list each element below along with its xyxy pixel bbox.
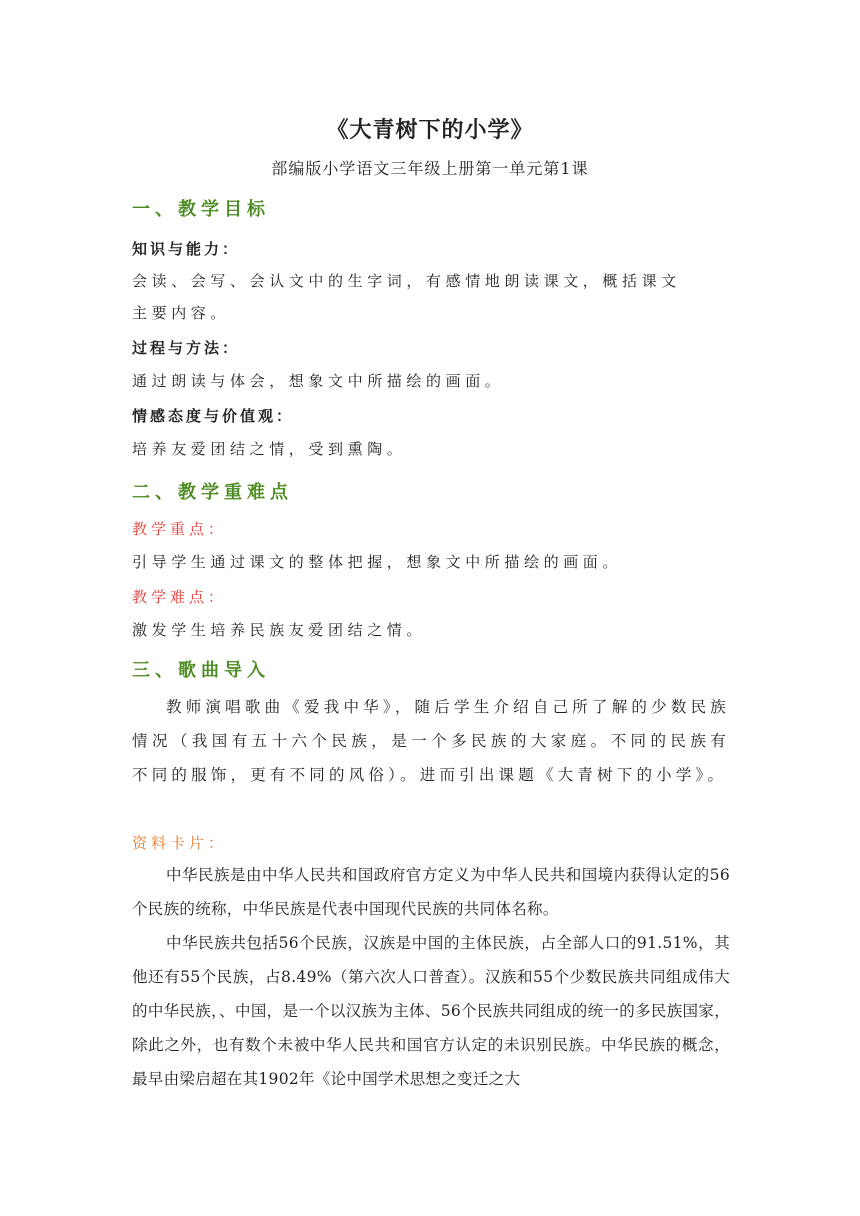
label-process: 过程与方法： <box>132 339 241 357</box>
label-difficult-point: 教学难点： <box>132 588 228 606</box>
section-heading-song-intro: 三、歌曲导入 <box>132 660 270 681</box>
page-subtitle: 部编版小学语文三年级上册第一单元第1课 <box>271 159 589 178</box>
knowledge-text-line1: 会读、会写、会认文中的生字词，有感情地朗读课文，概括课文 <box>132 272 681 290</box>
label-emotion: 情感态度与价值观： <box>132 407 295 425</box>
difficult-point-text: 激发学生培养民族友爱团结之情。 <box>132 621 427 639</box>
key-point-text: 引导学生通过课文的整体把握，想象文中所描绘的画面。 <box>132 553 623 571</box>
process-text: 通过朗读与体会，想象文中所描绘的画面。 <box>132 372 505 390</box>
label-info-card: 资料卡片： <box>132 834 228 852</box>
section-heading-key-points: 二、教学重难点 <box>132 482 293 503</box>
label-knowledge: 知识与能力： <box>132 240 241 258</box>
emotion-text: 培养友爱团结之情，受到熏陶。 <box>132 440 407 458</box>
knowledge-text-line2: 主要内容。 <box>132 304 231 322</box>
section-heading-goals: 一、教学目标 <box>132 199 270 220</box>
info-card-paragraph1: 中华民族是由中华人民共和国政府官方定义为中华人民共和国境内获得认定的56个民族的统称，中华民族是代表中国现代民族的共同体名称。 <box>132 866 730 918</box>
info-card-paragraph2: 中华民族共包括56个民族，汉族是中国的主体民族，占全部人口的91.51%，其他还有55个民族，占8.49%（第六次人口普查）。汉族和55个少数民族共同组成伟大的中华民族，、中国，是一个以汉族为主体、56个民族共同组成的统一的多民族国家，除此之外，也有数个未被中华人民共和国官方认定的未识别民族。中华民族的概念，最早由梁启超在其1902年《论中国学术思想之变迁之大 <box>132 934 730 1088</box>
intro-paragraph: 教师演唱歌曲《爱我中华》，随后学生介绍自己所了解的少数民族情况（我国有五十六个民族，是一个多民族的大家庭。不同的民族有不同的服饰，更有不同的风俗）。进而引出课题《大青树下的小学》。 <box>132 698 730 784</box>
page-title: 《大青树下的小学》 <box>326 117 534 143</box>
label-key-point: 教学重点： <box>132 520 228 538</box>
